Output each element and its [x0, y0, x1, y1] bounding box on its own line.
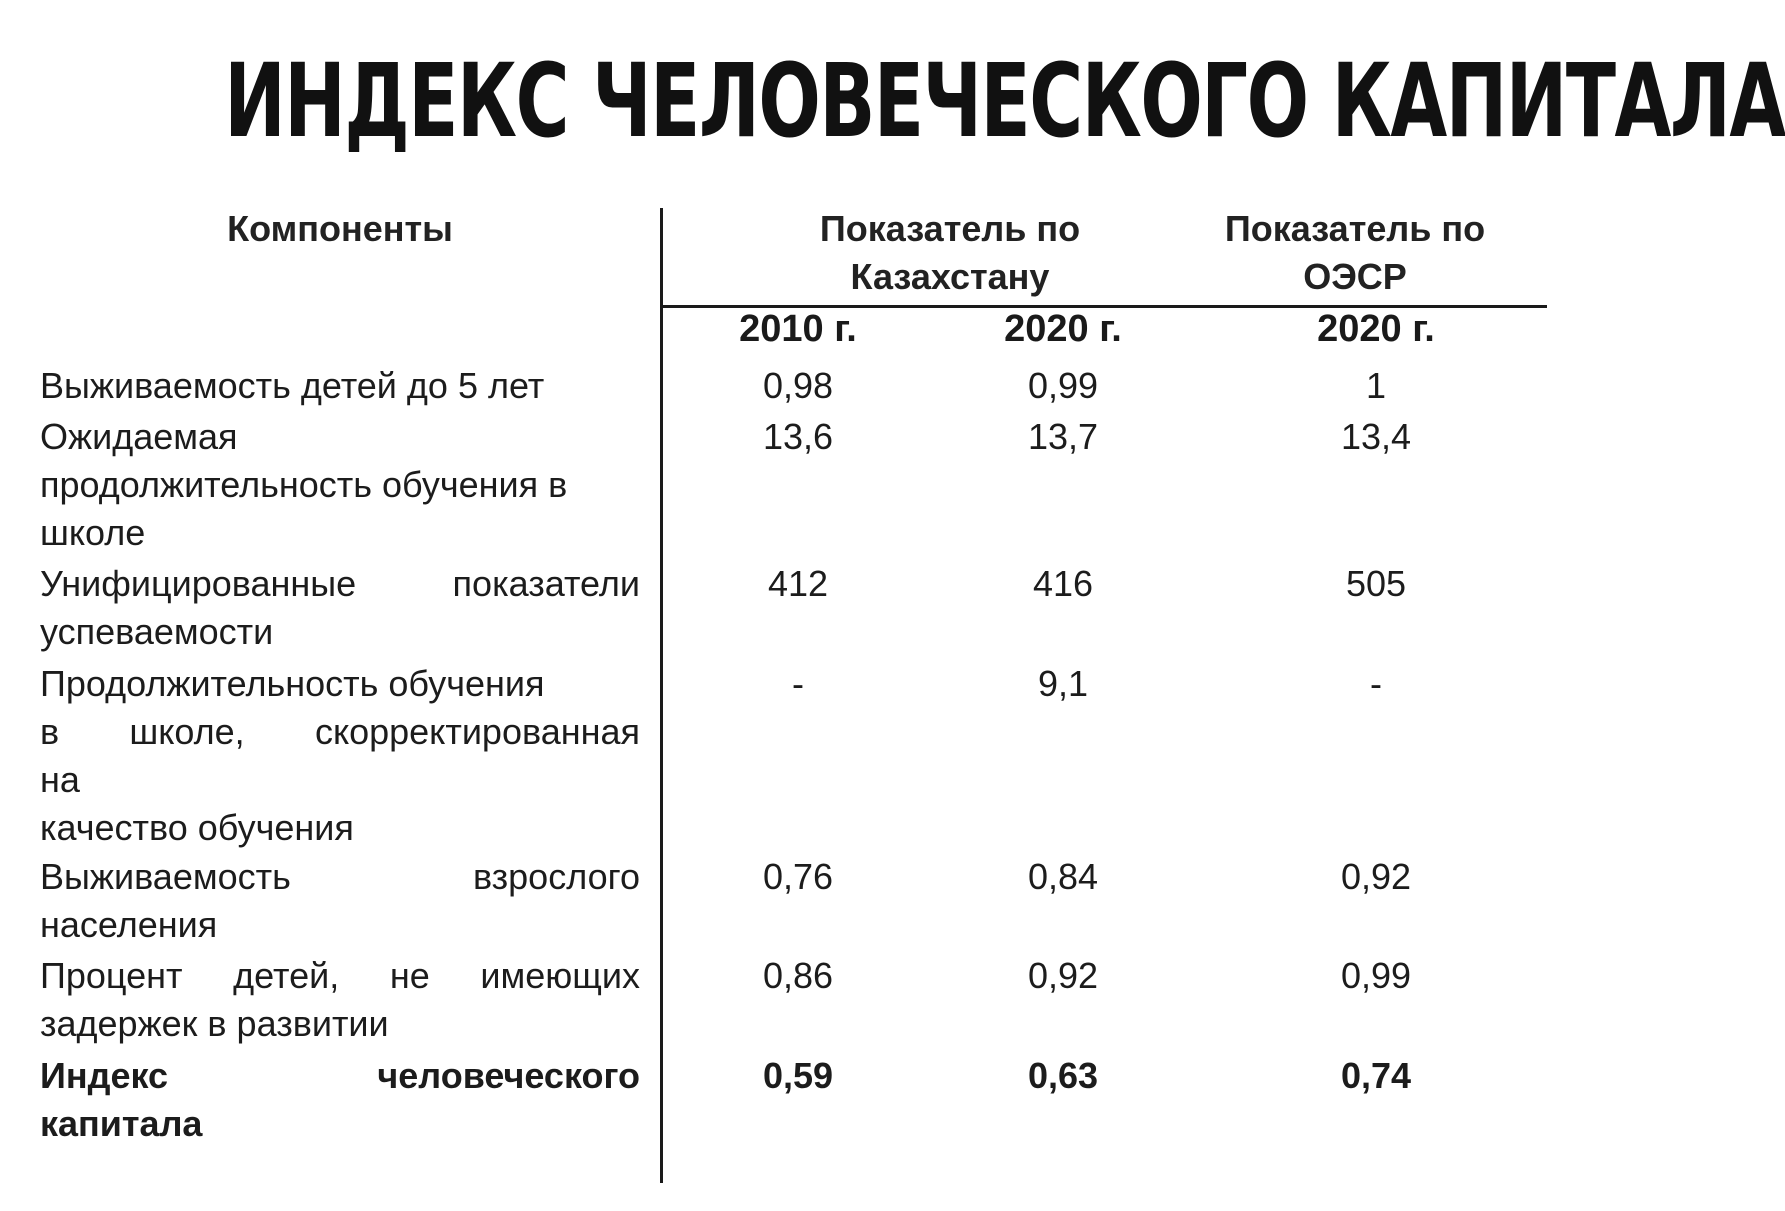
row-label-not-stunted — [40, 952, 640, 1048]
label-line: школе — [40, 512, 146, 553]
row-label-child-survival — [40, 362, 640, 410]
header-year-2020-kz: 2020 г. — [1004, 308, 1122, 350]
row-label-human-capital-index — [40, 1052, 640, 1148]
row-label-expected-schooling — [40, 413, 640, 557]
header-oecd — [1180, 205, 1530, 301]
cell-kz-2010: 0,98 — [762, 365, 834, 406]
label-line: задержек в развитии — [40, 1003, 389, 1044]
row-label-test-scores — [40, 560, 640, 656]
row-label-adult-survival — [40, 853, 640, 949]
cell-kz-2020: 416 — [1032, 563, 1094, 604]
row-label-learning-adjusted-schooling — [40, 660, 640, 852]
cell-kz-2020: 0,92 — [1027, 955, 1099, 996]
cell-kz-2010: - — [792, 663, 804, 704]
label-line: на — [40, 759, 80, 800]
label-line: Индекс человеческого — [40, 1055, 640, 1096]
header-oecd-line1: Показатель по — [1224, 208, 1486, 249]
cell-kz-2010-total: 0,59 — [762, 1055, 834, 1096]
cell-oecd-2020: - — [1370, 663, 1382, 704]
cell-kz-2010: 13,6 — [762, 416, 834, 457]
cell-kz-2010: 0,86 — [762, 955, 834, 996]
cell-oecd-2020: 0,99 — [1340, 955, 1412, 996]
label-line: Выживаемость взрослого — [40, 856, 640, 897]
cell-oecd-2020: 505 — [1345, 563, 1407, 604]
column-divider — [660, 208, 663, 1183]
cell-kz-2020: 13,7 — [1027, 416, 1099, 457]
cell-oecd-2020: 0,92 — [1340, 856, 1412, 897]
cell-oecd-2020: 1 — [1365, 365, 1387, 406]
cell-kz-2020-total: 0,63 — [1027, 1055, 1099, 1096]
label-line: Продолжительность обучения — [40, 663, 545, 704]
label-line: капитала — [40, 1103, 203, 1144]
cell-kz-2010: 412 — [767, 563, 829, 604]
label-line: Ожидаемая — [40, 416, 238, 457]
header-oecd-line2: ОЭСР — [1303, 256, 1407, 297]
label-line: Процент детей, не имеющих — [40, 955, 640, 996]
cell-kz-2020: 0,99 — [1027, 365, 1099, 406]
header-year-2010: 2010 г. — [739, 308, 857, 350]
label-line: успеваемости — [40, 611, 274, 652]
label-line: в школе, скорректированная — [40, 711, 640, 752]
cell-kz-2020: 9,1 — [1037, 663, 1089, 704]
label-line: населения — [40, 904, 218, 945]
header-kazakhstan — [700, 205, 1200, 301]
header-year-2020-oecd: 2020 г. — [1317, 308, 1435, 350]
cell-oecd-2020-total: 0,74 — [1340, 1055, 1412, 1096]
label-line: Выживаемость детей до 5 лет — [40, 365, 545, 406]
header-kazakhstan-line1: Показатель по — [819, 208, 1081, 249]
header-components: Компоненты — [227, 208, 453, 249]
cell-kz-2020: 0,84 — [1027, 856, 1099, 897]
header-kazakhstan-line2: Казахстану — [850, 256, 1050, 297]
label-line: качество обучения — [40, 807, 354, 848]
label-line: Унифицированные показатели — [40, 563, 640, 604]
label-line: продолжительность обучения в — [40, 464, 568, 505]
cell-oecd-2020: 13,4 — [1340, 416, 1412, 457]
cell-kz-2010: 0,76 — [762, 856, 834, 897]
page-title: ИНДЕКС ЧЕЛОВЕЧЕСКОГО КАПИТАЛА — [224, 42, 1785, 161]
